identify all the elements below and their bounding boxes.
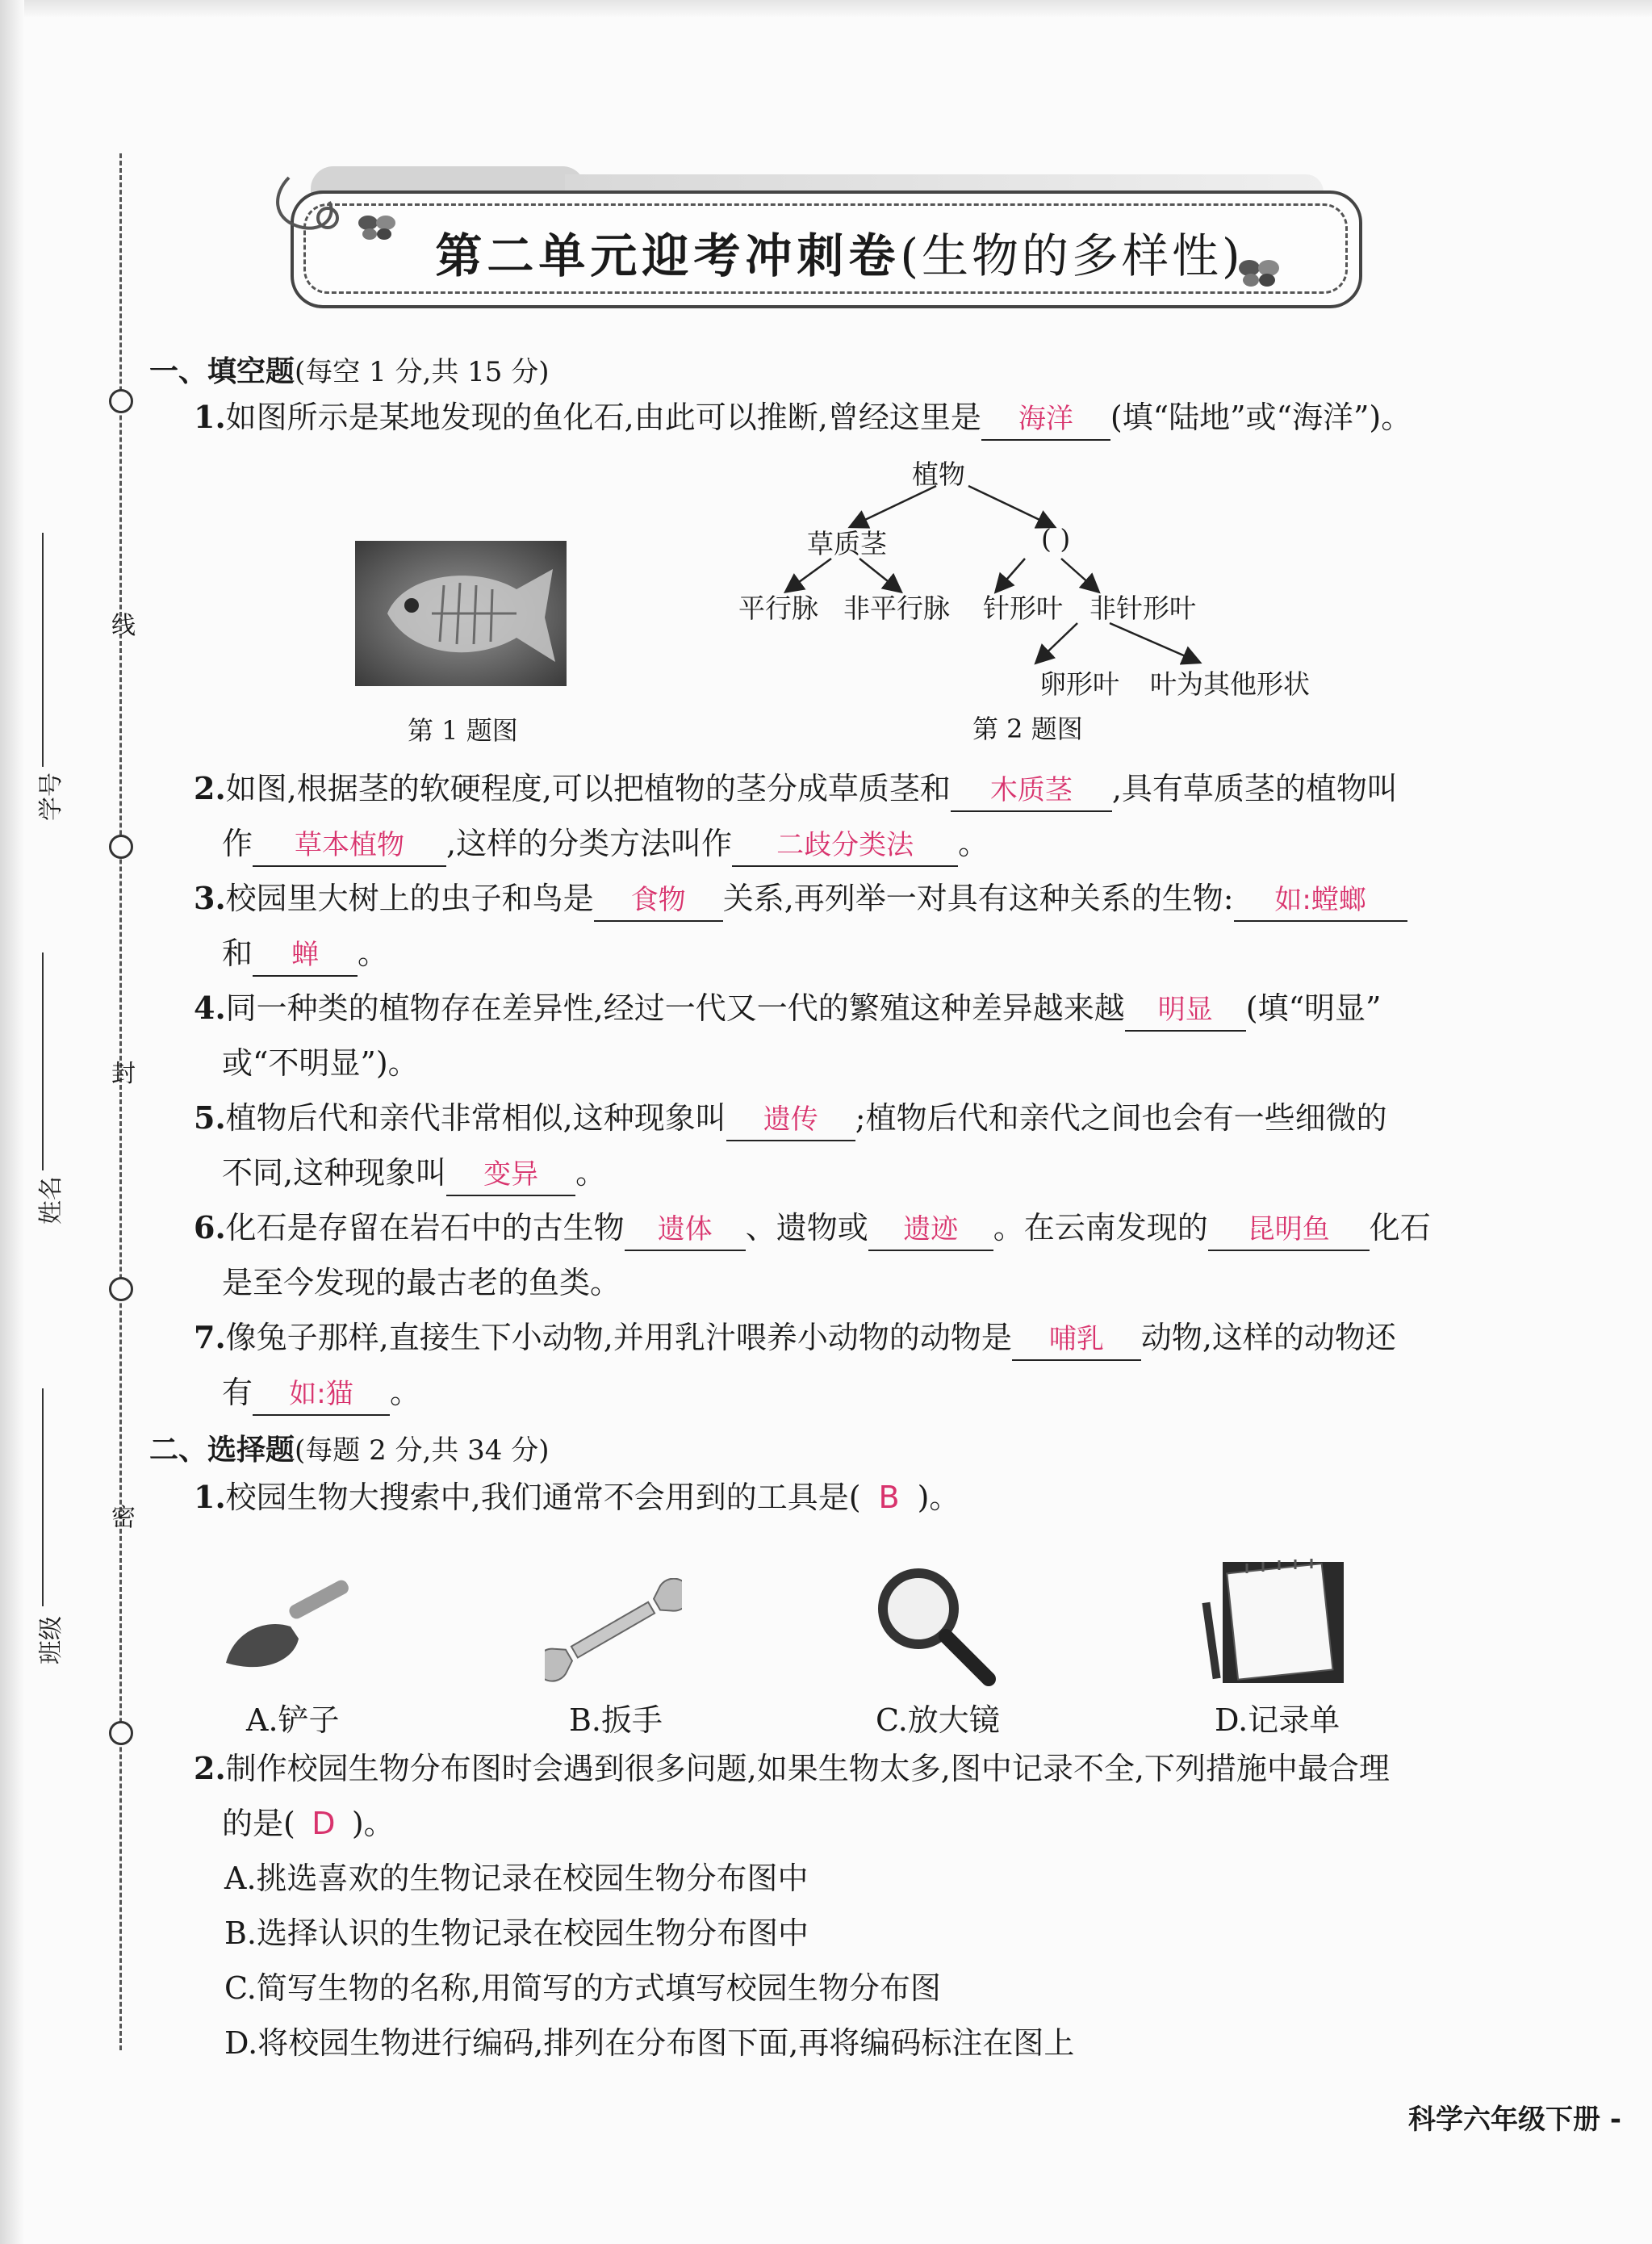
- s1-q3-line2: 和 蝉 。: [222, 933, 388, 977]
- s1-q5-line2: 不同,这种现象叫 变异 。: [222, 1153, 606, 1196]
- s2-q2-option-b: B.选择认识的生物记录在校园生物分布图中: [224, 1915, 809, 1951]
- tree-root: 植物: [912, 458, 965, 490]
- s1-q1: 1.如图所示是某地发现的鱼化石,由此可以推断,曾经这里是 海洋 (填“陆地”或“海洋”)。: [194, 397, 1412, 441]
- s1-q2-answer3: 二歧分类法: [732, 825, 958, 867]
- s2-q1-option-a: A.铲子: [246, 1702, 340, 1738]
- s1-q7-answer2: 如:猫: [253, 1374, 390, 1416]
- s1-q2-answer2: 草本植物: [253, 825, 446, 867]
- margin-char-feng: 封: [111, 1060, 136, 1088]
- s2-q2-option-c: C.简写生物的名称,用简写的方式填写校园生物分布图: [224, 1970, 941, 2006]
- classification-tree-lines: [726, 468, 1275, 678]
- s2-q1-answer: B: [878, 1480, 900, 1515]
- s1-q5-answer1: 遗传: [726, 1099, 855, 1141]
- s1-q5-answer2: 变异: [446, 1154, 575, 1196]
- margin-label-banji: 班级: [37, 1616, 65, 1664]
- fig2-caption: 第 2 题图: [972, 714, 1083, 744]
- tree-ll: 平行脉: [738, 592, 818, 624]
- s1-q3-line1: 3.校园里大树上的虫子和鸟是 食物 关系,再列举一对具有这种关系的生物: 如:螳螂: [194, 878, 1407, 922]
- s2-q1: 1.校园生物大搜索中,我们通常不会用到的工具是( B )。: [194, 1477, 960, 1518]
- scan-shadow-top: [0, 0, 1652, 18]
- s1-q7-line1: 7.像兔子那样,直接生下小动物,并用乳汁喂养小动物的动物是 哺乳 动物,这样的动物还: [194, 1317, 1396, 1361]
- tree-rr: 非针形叶: [1089, 592, 1196, 624]
- margin-label-xingming: 姓名: [37, 1176, 65, 1225]
- s1-q2-answer1: 木质茎: [951, 770, 1112, 812]
- s1-q3-answer3: 蝉: [253, 935, 358, 977]
- binding-hole-1: [109, 389, 133, 413]
- record-sheet-icon: [1198, 1554, 1360, 1691]
- s2-q2-option-d: D.将校园生物进行编码,排列在分布图下面,再将编码标注在图上: [224, 2025, 1075, 2061]
- s1-q6-line2: 是至今发现的最古老的鱼类。: [222, 1265, 621, 1300]
- margin-write-line-xuehao: [42, 533, 44, 767]
- s2-q1-option-d: D.记录单: [1215, 1702, 1340, 1738]
- scan-shadow-left: [0, 0, 24, 2244]
- s1-q3-answer2: 如:螳螂: [1234, 880, 1407, 922]
- margin-write-line-banji: [42, 1388, 44, 1606]
- s1-q6-answer1: 遗体: [625, 1209, 746, 1251]
- wrench-icon: [545, 1578, 682, 1683]
- tree-left: 草质茎: [807, 528, 887, 559]
- s1-q7-line2: 有 如:猫 。: [222, 1372, 420, 1416]
- section2-heading: 二、选择题(每题 2 分,共 34 分): [149, 1433, 550, 1467]
- footer-label: 科学六年级下册 -: [1408, 2104, 1621, 2136]
- s1-q4-answer: 明显: [1125, 990, 1246, 1032]
- page-title: [339, 218, 1340, 286]
- s1-q6-answer3: 昆明鱼: [1208, 1209, 1370, 1251]
- s1-q2-line2: 作 草本植物 ,这样的分类方法叫作 二歧分类法 。: [222, 823, 989, 867]
- s2-q2-option-a: A.挑选喜欢的生物记录在校园生物分布图中: [224, 1861, 809, 1896]
- binding-hole-3: [109, 1277, 133, 1301]
- tree-rl: 针形叶: [983, 592, 1063, 624]
- fig1-caption: 第 1 题图: [408, 715, 518, 746]
- s2-q1-option-c: C.放大镜: [876, 1702, 1000, 1738]
- title-main: 第二单元迎考冲刺卷: [435, 228, 901, 283]
- fish-fossil-image: [355, 541, 567, 686]
- s1-q3-answer1: 食物: [594, 880, 723, 922]
- s1-q6-answer2: 遗迹: [868, 1209, 993, 1251]
- s2-q2-answer: D: [312, 1806, 336, 1841]
- margin-char-mi: 密: [111, 1504, 136, 1532]
- tree-rrr: 叶为其他形状: [1150, 668, 1310, 700]
- magnifier-icon: [872, 1562, 1001, 1691]
- title-sub: (生物的多样性): [900, 228, 1244, 283]
- tree-rrl: 卵形叶: [1039, 668, 1119, 700]
- s1-q4-line1: 4.同一种类的植物存在差异性,经过一代又一代的繁殖这种差异越来越 明显 (填“明显”: [194, 988, 1381, 1032]
- s1-q7-answer1: 哺乳: [1012, 1319, 1141, 1361]
- s2-q2-line2: 的是( D )。: [222, 1803, 395, 1844]
- binding-dashed-line: [119, 153, 122, 2050]
- s2-q2-line1: 2.制作校园生物分布图时会遇到很多问题,如果生物太多,图中记录不全,下列措施中最合理: [194, 1750, 1390, 1786]
- s2-q1-option-b: B.扳手: [569, 1702, 663, 1738]
- margin-label-xuehao: 学号: [37, 772, 65, 821]
- margin-char-xian: 线: [111, 612, 136, 640]
- section1-heading: 一、填空题(每空 1 分,共 15 分): [149, 354, 550, 388]
- s1-q6-line1: 6.化石是存留在岩石中的古生物 遗体 、遗物或 遗迹 。在云南发现的 昆明鱼 化石: [194, 1208, 1431, 1251]
- tree-lr: 非平行脉: [843, 592, 950, 624]
- s1-q2-line1: 2.如图,根据茎的软硬程度,可以把植物的茎分成草质茎和 木质茎 ,具有草质茎的植物叫: [194, 768, 1398, 812]
- shovel-icon: [218, 1574, 363, 1679]
- s1-q5-line1: 5.植物后代和亲代非常相似,这种现象叫 遗传 ;植物后代和亲代之间也会有一些细微的: [194, 1098, 1387, 1141]
- tree-right-blank: ( ): [1041, 523, 1071, 555]
- margin-write-line-xingming: [42, 952, 44, 1170]
- s1-q1-answer: 海洋: [981, 399, 1110, 441]
- binding-hole-4: [109, 1721, 133, 1745]
- binding-hole-2: [109, 835, 133, 859]
- s1-q4-line2: 或“不明显”)。: [222, 1045, 419, 1081]
